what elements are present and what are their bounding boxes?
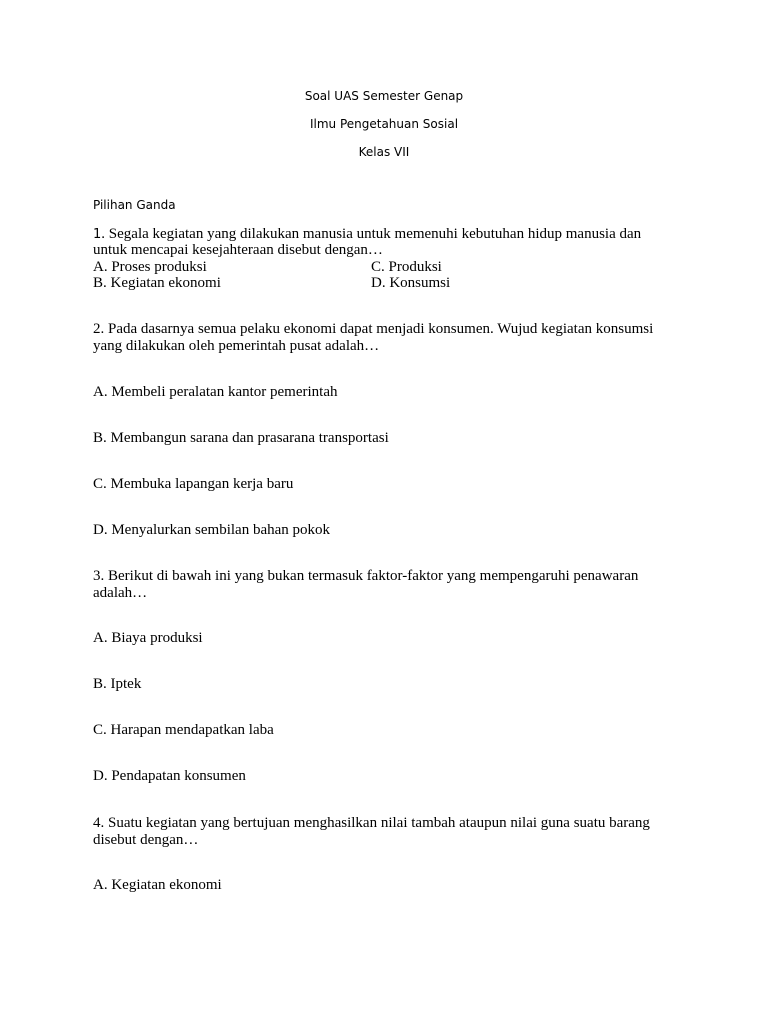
question-2-option-b: B. Membangun sarana dan prasarana transportasi bbox=[93, 430, 389, 446]
question-2-line-2: yang dilakukan oleh pemerintah pusat adalah… bbox=[93, 338, 380, 354]
question-3-option-b: B. Iptek bbox=[93, 676, 142, 692]
question-3-option-a: A. Biaya produksi bbox=[93, 630, 203, 646]
question-1-option-c: C. Produksi bbox=[371, 259, 442, 275]
question-1-text: . Segala kegiatan yang dilakukan manusia untuk memenuhi kebutuhan hidup manusia dan bbox=[101, 226, 642, 242]
question-2-option-c: C. Membuka lapangan kerja baru bbox=[93, 476, 294, 492]
question-2-option-a: A. Membeli peralatan kantor pemerintah bbox=[93, 384, 338, 400]
question-2-line-1: 2. Pada dasarnya semua pelaku ekonomi dapat menjadi konsumen. Wujud kegiatan konsumsi bbox=[93, 321, 654, 337]
question-3-line-1: 3. Berikut di bawah ini yang bukan termasuk faktor-faktor yang mempengaruhi penawaran bbox=[93, 568, 639, 584]
question-1-line-1 bbox=[93, 226, 641, 243]
section-title: Pilihan Ganda bbox=[93, 198, 176, 212]
document-class: Kelas VII bbox=[358, 145, 410, 159]
question-2-option-d: D. Menyalurkan sembilan bahan pokok bbox=[93, 522, 331, 538]
question-1-option-d: D. Konsumsi bbox=[371, 275, 451, 291]
question-4-option-a: A. Kegiatan ekonomi bbox=[93, 877, 222, 893]
question-3-option-d: D. Pendapatan konsumen bbox=[93, 768, 246, 784]
question-4-line-2: disebut dengan… bbox=[93, 832, 199, 848]
question-3-line-2: adalah… bbox=[93, 585, 148, 601]
document-subject: Ilmu Pengetahuan Sosial bbox=[309, 117, 459, 131]
document-title: Soal UAS Semester Genap bbox=[304, 89, 464, 103]
question-4-line-1: 4. Suatu kegiatan yang bertujuan menghasilkan nilai tambah ataupun nilai guna suatu barang bbox=[93, 815, 650, 831]
question-3-option-c: C. Harapan mendapatkan laba bbox=[93, 722, 274, 738]
question-1-number: 1 bbox=[93, 227, 102, 242]
question-1-option-b: B. Kegiatan ekonomi bbox=[93, 275, 221, 291]
question-1-option-a: A. Proses produksi bbox=[93, 259, 207, 275]
question-1-line-2: untuk mencapai kesejahteraan disebut dengan… bbox=[93, 242, 383, 258]
